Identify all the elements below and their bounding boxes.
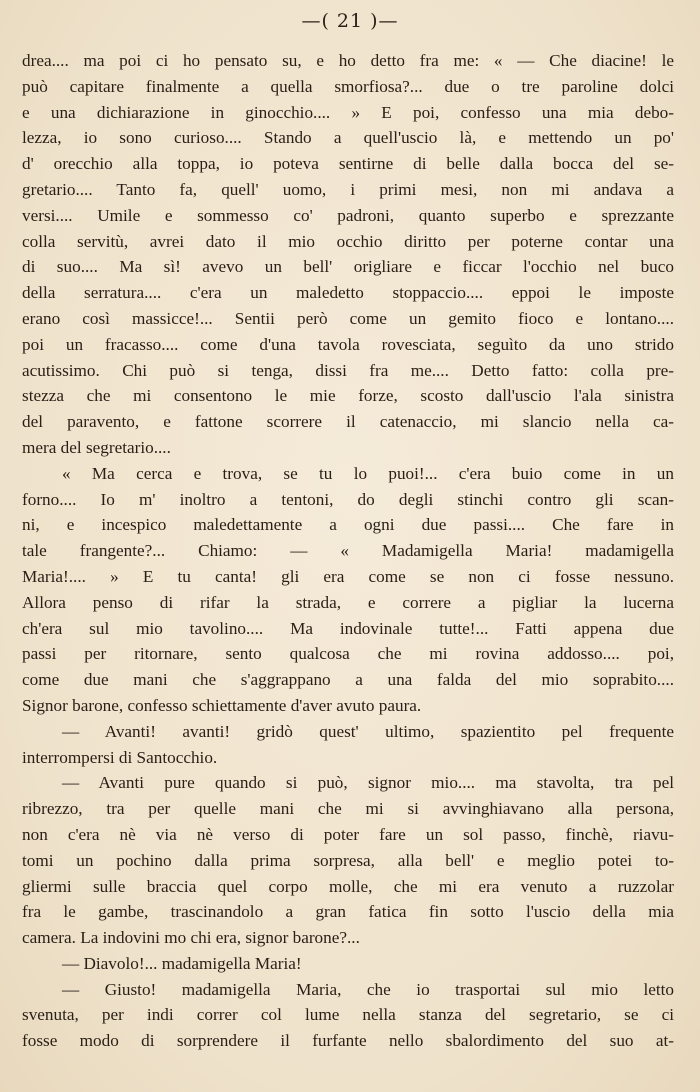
- text-line: della serratura.... c'era un maledetto stoppaccio.... eppoi le imposte: [22, 283, 674, 303]
- text-line: gretario.... Tanto fa, quell' uomo, i primi mesi, non mi andava a: [22, 179, 674, 199]
- text-line: come due mani che s'aggrappano a una falda del mio soprabito....: [22, 670, 674, 690]
- text-line: — Giusto! madamigella Maria, che io trasportai sul mio letto: [62, 979, 674, 999]
- text-line: e una dichiarazione in ginocchio.... » E poi, confesso una mia debo-: [22, 102, 674, 122]
- body-text: [22, 48, 674, 1054]
- text-line: mera del segretario....: [22, 437, 171, 457]
- text-line: del paravento, e fattone scorrere il catenaccio, mi slancio nella ca-: [22, 412, 674, 432]
- text-line: ribrezzo, tra per quelle mani che mi si avvinghiavano alla persona,: [22, 799, 674, 819]
- text-line: di suo.... Ma sì! avevo un bell' origliare e ficcar l'occhio nel buco: [22, 257, 674, 277]
- text-line: d' orecchio alla toppa, io poteva sentirne di belle dalla bocca del se-: [22, 154, 674, 174]
- text-line: tale frangente?... Chiamo: — « Madamigella Maria! madamigella: [22, 541, 674, 561]
- text-line: drea.... ma poi ci ho pensato su, e ho detto fra me: « — Che diacine! le: [22, 51, 674, 70]
- text-line: può capitare finalmente a quella smorfiosa?... due o tre paroline dolci: [22, 76, 674, 96]
- text-line: — Diavolo!... madamigella Maria!: [62, 953, 302, 973]
- text-line: gliermi sulle braccia quel corpo molle, che mi era venuto a ruzzolar: [22, 876, 674, 896]
- text-line: — Avanti! avanti! gridò quest' ultimo, spazientito pel frequente: [62, 721, 674, 741]
- paragraph: [22, 770, 674, 951]
- text-line: forno.... Io m' inoltro a tentoni, do degli stinchi contro gli scan-: [22, 489, 674, 509]
- text-line: Allora penso di rifar la strada, e correre a pigliar la lucerna: [22, 592, 674, 612]
- text-line: Maria!.... » E tu canta! gli era come se non ci fosse nessuno.: [22, 566, 674, 586]
- text-line: colla servitù, avrei dato il mio occhio diritto per poterne contar una: [22, 231, 674, 251]
- text-line: — Avanti pure quando si può, signor mio.... ma stavolta, tra pel: [62, 773, 674, 793]
- paragraph: [22, 719, 674, 771]
- text-line: fosse modo di sorprendere il furfante nello sbalordimento del suo at-: [22, 1031, 674, 1051]
- text-line: passi per ritornare, sento qualcosa che mi rovina addosso.... poi,: [22, 644, 674, 664]
- text-line: ni, e incespico maledettamente a ogni due passi.... Che fare in: [22, 515, 674, 535]
- text-line: stezza che mi consentono le mie forze, scosto dall'uscio l'ala sinistra: [22, 386, 674, 406]
- page-number-header: —( 21 )—: [301, 10, 399, 32]
- text-line: ch'era sul mio tavolino.... Ma indovinale tutte!... Fatti appena due: [22, 618, 674, 638]
- text-line: camera. La indovini mo chi era, signor barone?...: [22, 928, 360, 948]
- text-line: « Ma cerca e trova, se tu lo puoi!... c'era buio come in un: [62, 463, 674, 483]
- text-line: Signor barone, confesso schiettamente d'aver avuto paura.: [22, 695, 422, 715]
- paragraph: [22, 461, 674, 719]
- paragraph: [22, 977, 674, 1054]
- text-line: fra le gambe, trascinandolo a gran fatica fin sotto l'uscio della mia: [22, 902, 674, 922]
- text-line: tomi un pochino dalla prima sorpresa, alla bell' e meglio potei to-: [22, 850, 674, 870]
- text-line: lezza, io sono curioso.... Stando a quell'uscio là, e mettendo un po': [22, 128, 674, 148]
- text-line: non c'era nè via nè verso di poter fare un sol passo, finchè, riavu-: [22, 824, 674, 844]
- text-line: interrompersi di Santocchio.: [22, 747, 218, 767]
- text-line: svenuta, per indi correr col lume nella stanza del segretario, se ci: [22, 1005, 674, 1025]
- text-line: acutissimo. Chi può si tenga, dissi fra me.... Detto fatto: colla pre-: [22, 360, 674, 380]
- text-line: erano così massicce!... Sentii però come un gemito fioco e lontano....: [22, 308, 674, 328]
- text-line: poi un fracasso.... come d'una tavola rovesciata, seguìto da uno strido: [22, 334, 674, 354]
- paragraph: [22, 951, 674, 977]
- paragraph: [22, 48, 674, 461]
- text-line: versi.... Umile e sommesso co' padroni, quanto superbo e sprezzante: [22, 205, 674, 225]
